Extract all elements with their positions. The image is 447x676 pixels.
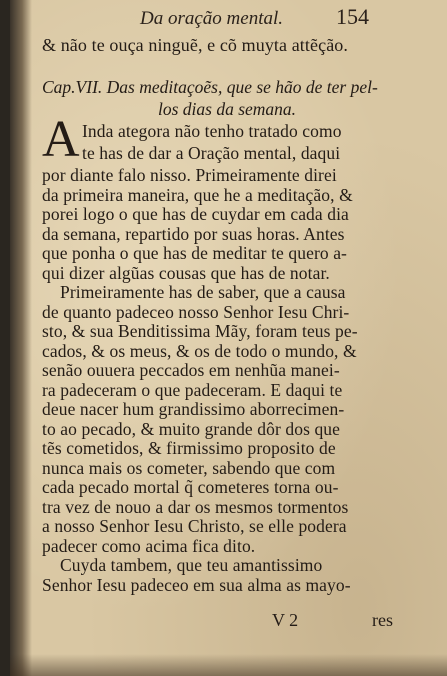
text-line: & não te ouça ninguẽ, e cõ muyta attẽção. [42,35,348,55]
text-line: deue nacer hum grandissimo aborrecimen- [42,399,345,419]
page-number: 154 [336,4,369,29]
page-bottom-shadow [10,654,447,676]
text-line: cados, & os meus, & os de todo o mundo, & [42,340,357,361]
text-line: qui dizer algũas cousas que has de notar. [42,262,330,283]
text-line: sto, & sua Benditissima Mãy, foram teus pe- [42,321,358,341]
text-line: da semana, repartido por suas horas. Antes [42,223,345,244]
text-line: de quanto padeceo nosso Senhor Iesu Chri- [42,301,350,322]
text-line: cada pecado mortal q̃ cometeres torna ou- [42,477,339,497]
catchword: res [372,610,393,630]
text-line: da primeira maneira, que he a meditação, & [42,184,353,205]
text-line: nunca mais os cometer, sabendo que com [42,457,336,478]
text-line: a nosso Senhor Iesu Christo, se elle podera [42,516,347,536]
text-line: senão ouuera peccados em nenhũa manei- [42,360,340,380]
text-line: tẽs cometidos, & firmissimo proposito de [42,438,336,458]
chapter-heading-line: los dias da semana. [158,99,297,119]
page-header [10,2,447,28]
text-line: te has de dar a Oração mental, daqui [82,143,341,163]
chapter-heading-line: Cap.VII. Das meditaçoẽs, que se hão de ter pel- [42,77,378,97]
text-line: por diante falo nisso. Primeiramente direi [42,165,337,185]
text-line: que ponha o que has de meditar te quero a- [42,243,347,263]
running-head: Da oração mental. [140,8,284,29]
signature-mark: V 2 [272,610,299,630]
text-line: Primeiramente has de saber, que a causa [60,282,346,302]
text-line: Inda ategora não tenho tratado como [82,121,342,141]
book-page [10,0,447,676]
text-line: to ao pecado, & muito grande dôr dos que [42,418,341,439]
text-line: Cuyda tambem, que teu amantissimo [60,555,323,575]
text-line: Senhor Iesu padeceo em sua alma as mayo- [42,574,351,595]
text-line: ra padeceram o que padeceram. E daqui te [42,379,343,400]
page-gutter-shadow [10,0,32,676]
text-line: porei logo o que has de cuydar em cada dia [42,204,349,224]
text-line: tra vez de nouo a dar os mesmos tormentos [42,496,349,517]
drop-capital: A [42,111,80,168]
text-line: padecer como acima fica dito. [42,535,256,556]
